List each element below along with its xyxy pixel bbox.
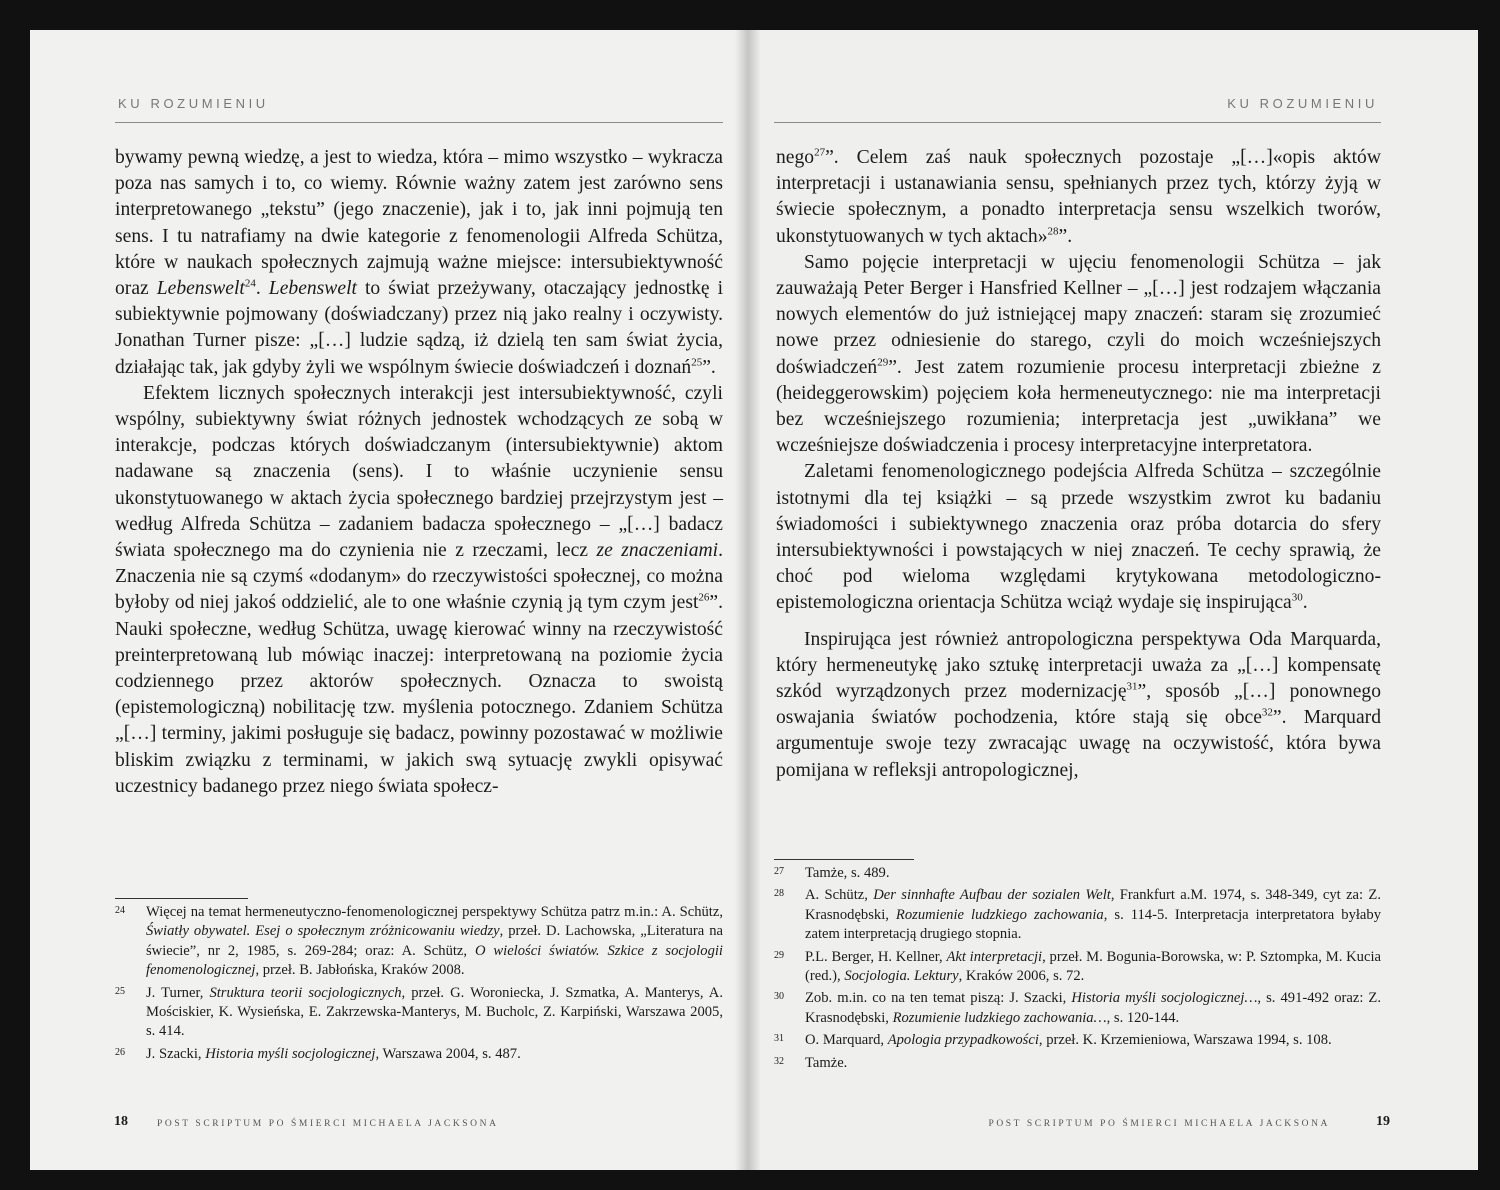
- text-run: , Warszawa 2004, s. 487.: [375, 1045, 521, 1062]
- footnote-ref: 31: [1126, 680, 1138, 693]
- text-run: Efektem licznych społecznych interakcji jest intersubiektywność, czyli wspólny, subiektywny świat różnych jednostek wchodzących ze sobą w interakcje, podczas których doświadczanym (intersubiektywnie) aktom nadawane są znaczenia (sens). I to właśnie uczynienie sensu ukonstytuowanego w aktach życia społecznego bardziej przejrzystym jest – według Alfreda Schütza – zadaniem badacza społecznego – „[…] badacz świata społecznego ma do czynienia nie z rzeczami, lecz: [115, 382, 723, 562]
- footnote-number: 26: [115, 1046, 125, 1058]
- text-run: , Kraków 2006, s. 72.: [958, 968, 1085, 985]
- footnote-ref: 26: [698, 591, 710, 604]
- header-rule: [774, 122, 1381, 123]
- footnote-number: 24: [115, 905, 125, 916]
- text-run: ”. Nauki społeczne, według Schütza, uwagę kierować winny na rzeczywistość preinterpretowaną lub mówiąc inaczej: interpretowaną na poziomie życia codziennego przez aktorów społecznych. Oznacza to swoistą (epistemologiczną) nobilitację tzw. myślenia potocznego. Zdaniem Schütza „[…] terminy, jakimi posługuje się badacz, powinny pozostawać w możliwie bliskim związku z terminami, w jakich swą sytuację zwykli opisywać uczestnicy badanego przez niego świata społecz-: [115, 592, 723, 797]
- text-run: ”.: [702, 356, 716, 378]
- footnote-number: 28: [774, 888, 784, 900]
- paragraph: [115, 381, 723, 800]
- paragraph: [776, 627, 1381, 784]
- text-run: ”.: [1058, 225, 1073, 247]
- italic-text: Der sinnhafte Aufbau der sozialen Welt: [873, 887, 1111, 904]
- text-run: , s. 120-144.: [1106, 1009, 1180, 1026]
- page-number: 19: [1376, 1114, 1390, 1129]
- italic-text: Socjologia. Lektury: [844, 968, 959, 985]
- text-run: , przeł. M. Bogunia-Borowska, w: P. Sztompka, M. Kucia (red.),: [805, 948, 1381, 985]
- text-run: O. Marquard,: [805, 1032, 888, 1049]
- running-footer: POST SCRIPTUM PO ŚMIERCI MICHAELA JACKSONA: [988, 1119, 1330, 1129]
- text-run: , przeł. D. Lachowska, „Literatura na świecie”, nr 2, 1985, s. 269-284; oraz: A. Schütz,: [146, 923, 723, 959]
- footnote-separator: [774, 859, 914, 860]
- header-rule: [115, 122, 723, 123]
- text-run: , przeł. K. Krzemieniowa, Warszawa 1994, s. 108.: [1038, 1032, 1332, 1049]
- paragraph: [115, 145, 723, 381]
- text-run: , przeł. G. Woroniecka, J. Szmatka, A. Manterys, A. Mościskier, K. Wysieńska, E. Zakrzewska-Manterys, M. Bucholc, Z. Karpiński, Warszawa 2005, s. 414.: [146, 984, 723, 1040]
- italic-text: Apologia przypadkowości: [887, 1032, 1039, 1049]
- running-footer: POST SCRIPTUM PO ŚMIERCI MICHAELA JACKSONA: [157, 1119, 499, 1129]
- text-run: , przeł. B. Jabłońska, Kraków 2008.: [255, 962, 465, 979]
- text-run: to świat przeżywany, otaczający jednostkę i subiektywnie pojmowany (doświadczany) przez nią jako realny i oczywisty. Jonathan Turner pisze: „[…] ludzie sądzą, iż dzielą ten sam świat życia, działając tak, jak gdyby żyli we wspólnym świecie doświadczeń i doznań: [115, 278, 724, 378]
- text-run: Tamże.: [805, 1054, 848, 1071]
- footnote-ref: 30: [1291, 591, 1303, 604]
- running-header: KU ROZUMIENIU: [118, 96, 269, 111]
- footnote-ref: 27: [814, 146, 826, 159]
- text-run: J. Turner,: [146, 984, 210, 1001]
- text-run: .: [1302, 592, 1308, 614]
- footnote: [774, 1054, 1381, 1073]
- paragraph: [776, 459, 1381, 616]
- text-run: ”, sposób „[…] ponownego oswajania światów pochodzenia, które stają się obce: [776, 681, 1381, 729]
- text-run: ”. Celem zaś nauk społecznych pozostaje „[…]«opis aktów interpretacji i ustanawiania sensu, spełnianych przez tych, którzy żyją w świecie społecznym, a ponadto interpretacja sensu wszelkich tworów, ukonstytuowanych w tych aktach»: [776, 147, 1381, 247]
- text-run: bywamy pewną wiedzę, a jest to wiedza, która – mimo wszystko – wykracza poza nas samych i to, co wiemy. Równie ważny zatem jest zarówno sens interpretowanego „tekstu” (jego znaczenie), jak i to, jak inni pojmują ten sens. I tu natrafiamy na dwie kategorie z fenomenologii Alfreda Schütza, które w naukach społecznych zajmują ważne miejsce: intersubiektywność oraz: [115, 147, 723, 300]
- footnote-number: 31: [774, 1033, 784, 1045]
- paragraph: [776, 145, 1381, 250]
- text-run: . Znaczenia nie są czymś «dodanym» do rzeczywistości społecznej, co można byłoby od niej jakoś oddzielić, ale to one właśnie czynią ją tym czym jest: [115, 540, 723, 614]
- italic-text: Historia myśli socjologicznej: [205, 1045, 376, 1062]
- footnotes: [774, 864, 1381, 1076]
- paragraph: [776, 250, 1381, 460]
- text-run: P.L. Berger, H. Kellner,: [805, 948, 947, 965]
- italic-text: Rozumienie ludzkiego zachowania…: [892, 1009, 1107, 1026]
- italic-text: Struktura teorii socjologicznych: [209, 984, 402, 1001]
- footnote: [774, 1031, 1381, 1050]
- italic-text: Akt interpretacji: [946, 948, 1043, 965]
- footnote: [774, 948, 1381, 987]
- body-text: [776, 145, 1381, 784]
- footnote-number: 25: [115, 985, 125, 997]
- italic-text: ze znaczeniami: [596, 540, 719, 562]
- footnote-ref: 32: [1261, 706, 1273, 719]
- footnote-number: 30: [774, 991, 784, 1003]
- footnote: [115, 903, 723, 981]
- italic-text: O wielości światów. Szkice z socjologii fenomenologicznej: [146, 942, 723, 979]
- page-number: 18: [114, 1114, 128, 1129]
- footnote-ref: 24: [244, 277, 256, 290]
- footnote-separator: [115, 898, 248, 899]
- left-page: [30, 30, 748, 1170]
- text-run: Zaletami fenomenologicznego podejścia Alfreda Schütza – szczególnie istotnymi dla tej książki – są przede wszystkim zwrot ku badaniu świadomości i subiektywnego znaczenia oraz próba dotarcia do sfery intersubiektywności i powstających w niej znaczeń. Te cechy sprawią, że choć pod wieloma względami krytykowana metodologiczno-epistemologiczna orientacja Schütza wciąż wydaje się inspirująca: [776, 461, 1381, 614]
- footnote: [774, 989, 1381, 1028]
- book-gutter: [735, 30, 761, 1170]
- text-run: , s. 491-492 oraz: Z. Krasnodębski,: [805, 990, 1381, 1026]
- footnote: [774, 886, 1381, 944]
- body-text: [115, 145, 723, 800]
- text-run: Więcej na temat hermeneutyczno-fenomenologicznej perspektywy Schütza patrz m.in.: A. Schütz,: [146, 904, 723, 920]
- italic-text: Lebenswelt: [268, 278, 357, 300]
- italic-text: Historia myśli socjologicznej…: [1071, 990, 1258, 1007]
- footnote-number: 27: [774, 866, 784, 877]
- footnote-number: 32: [774, 1055, 784, 1067]
- running-header: KU ROZUMIENIU: [1227, 96, 1378, 111]
- italic-text: Lebenswelt: [156, 278, 245, 300]
- text-run: Inspirująca jest również antropologiczna perspektywa Oda Marquarda, który hermeneutykę jako sztukę interpretacji uważa za „[…] kompensatę szkód wyrządzonych przez modernizację: [776, 628, 1381, 703]
- text-run: , Frankfurt a.M. 1974, s. 348-349, cyt za: Z. Krasnodębski,: [805, 887, 1381, 923]
- footnote-ref: 28: [1047, 225, 1059, 238]
- footnote-number: 29: [774, 949, 784, 961]
- footnote: [115, 984, 723, 1042]
- text-run: ”. Marquard argumentuje swoje tezy zwracając uwagę na oczywistość, która bywa pomijana w refleksji antropologicznej,: [776, 707, 1381, 781]
- text-run: J. Szacki,: [146, 1045, 206, 1062]
- text-run: ”. Jest zatem rozumienie procesu interpretacji zbieżne z (heideggerowskim) pojęciem koła hermeneutycznego: nie ma interpretacji bez wcześniejszego rozumienia; interpretacja jest „uwikłana” we wcześniejsze doświadczenia i procesy interpretacyjne interpretatora.: [776, 356, 1381, 457]
- right-page: [748, 30, 1478, 1170]
- footnotes: [115, 903, 723, 1067]
- italic-text: Światły obywatel. Esej o społecznym zróżnicowaniu wiedzy: [146, 923, 500, 940]
- footnote: [774, 864, 1381, 883]
- text-run: .: [255, 278, 269, 300]
- text-run: Tamże, s. 489.: [805, 865, 890, 881]
- text-run: nego: [776, 147, 815, 168]
- text-run: , s. 114-5. Interpretacja interpretatora byłaby zatem interpretacją drugiego stopnia.: [805, 906, 1381, 943]
- footnote-ref: 25: [691, 356, 703, 369]
- text-run: Samo pojęcie interpretacji w ujęciu fenomenologii Schütza – jak zauważają Peter Berger i Hansfried Kellner – „[…] jest rodzajem włączania nowych elementów do już istniejącej mapy znaczeń: staram się zrozumieć nowe przez odniesienie do starego, czyli do moich wcześniejszych doświadczeń: [776, 251, 1381, 378]
- footnote: [115, 1045, 723, 1064]
- footnote-ref: 29: [877, 356, 889, 369]
- italic-text: Rozumienie ludzkiego zachowania: [895, 906, 1104, 923]
- text-run: A. Schütz,: [805, 887, 874, 904]
- text-run: Zob. m.in. co na ten temat piszą: J. Szacki,: [805, 990, 1072, 1007]
